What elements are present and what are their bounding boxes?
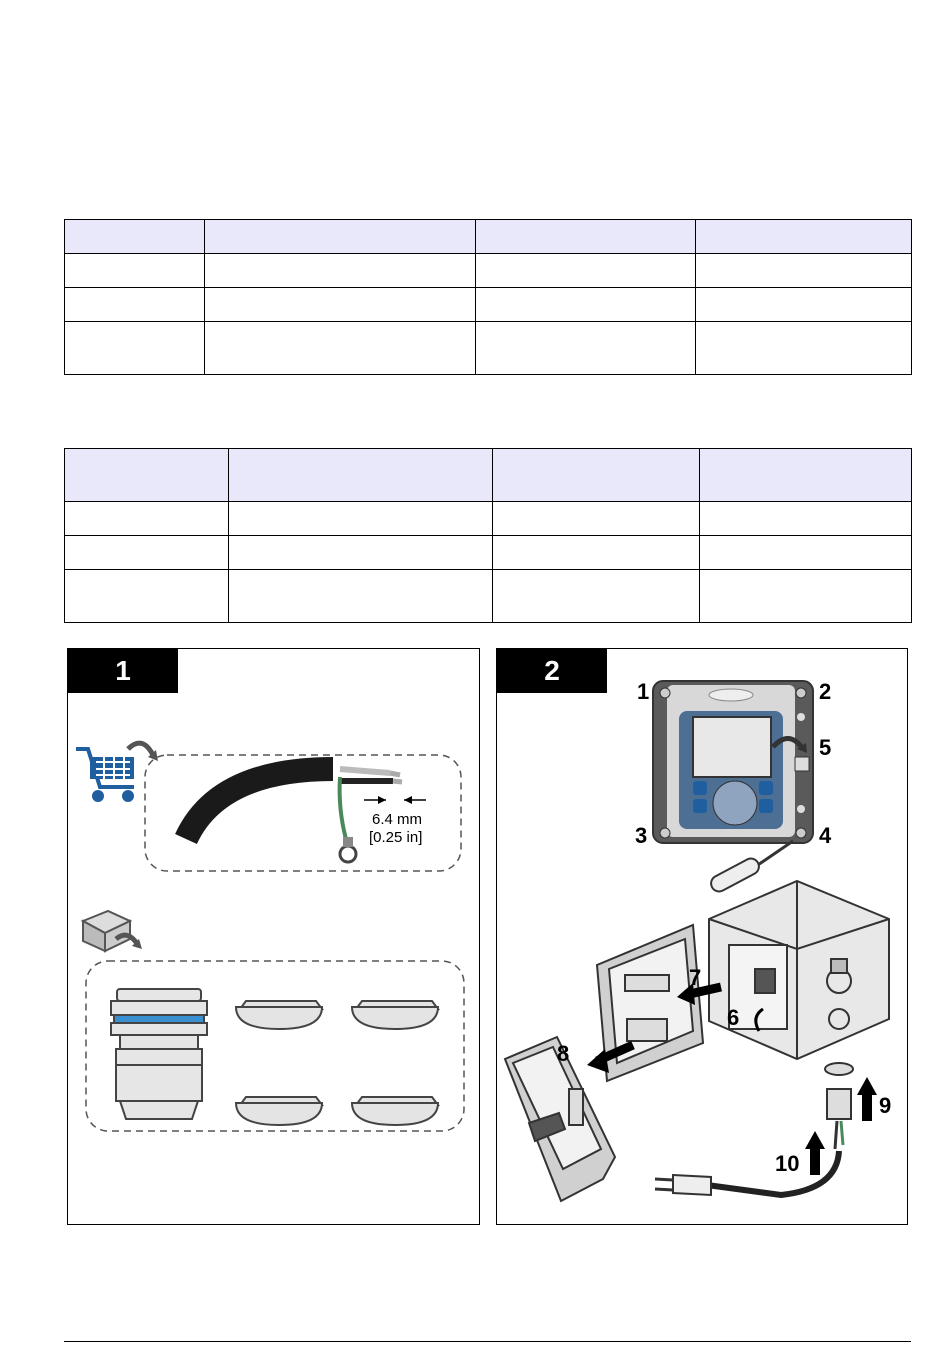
table-header-cell [696,220,912,254]
table-header-cell [476,220,696,254]
strip-measure-in: [0.25 in] [369,829,423,846]
step-2-badge: 2 [497,649,607,693]
strain-relief-fitting [111,989,207,1119]
screwdriver [708,841,793,894]
callout-4: 4 [819,823,832,848]
power-cable [186,769,333,839]
plug-seal [352,1097,438,1125]
callout-2: 2 [819,679,832,704]
plug-seal [236,1001,322,1029]
callout-1: 1 [637,679,650,704]
step-1-illustration [68,649,480,1225]
arrow-icon [128,743,154,757]
step-2-panel [496,648,908,1225]
power-plug [673,1175,711,1195]
step-1-panel [67,648,480,1225]
spec-table-1 [64,219,912,375]
table-header-cell [65,449,229,502]
step-2-illustration [497,649,908,1225]
table-header-cell [205,220,476,254]
table-row [65,254,912,288]
callout-7: 7 [689,965,702,990]
callout-10: 10 [775,1151,800,1176]
callout-9: 9 [879,1093,892,1118]
ring-terminal [340,846,356,862]
footer-rule [64,1341,911,1342]
table-row [65,570,912,623]
step-1-badge: 1 [68,649,178,693]
plug-seal [236,1097,322,1125]
plug-seal [352,1001,438,1029]
table-header-cell [700,449,912,502]
parts-box-icon [83,911,130,951]
strip-measure: 6.4 mm [372,811,423,828]
ground-wire [340,777,346,839]
callout-3: 3 [635,823,648,848]
callout-6: 6 [727,1005,740,1030]
table-row [65,322,912,375]
table-header-cell [65,220,205,254]
controller-front [653,681,813,843]
table-row [65,536,912,570]
shopping-cart-icon [76,749,134,800]
table-row [65,502,912,536]
cord-fitting [827,1089,851,1119]
controller-enclosure [709,881,889,1059]
table-header-cell [493,449,700,502]
callout-8: 8 [557,1041,570,1066]
table-row [65,288,912,322]
table-header-cell [229,449,493,502]
callout-5: 5 [819,735,832,760]
spec-table-2 [64,448,912,623]
